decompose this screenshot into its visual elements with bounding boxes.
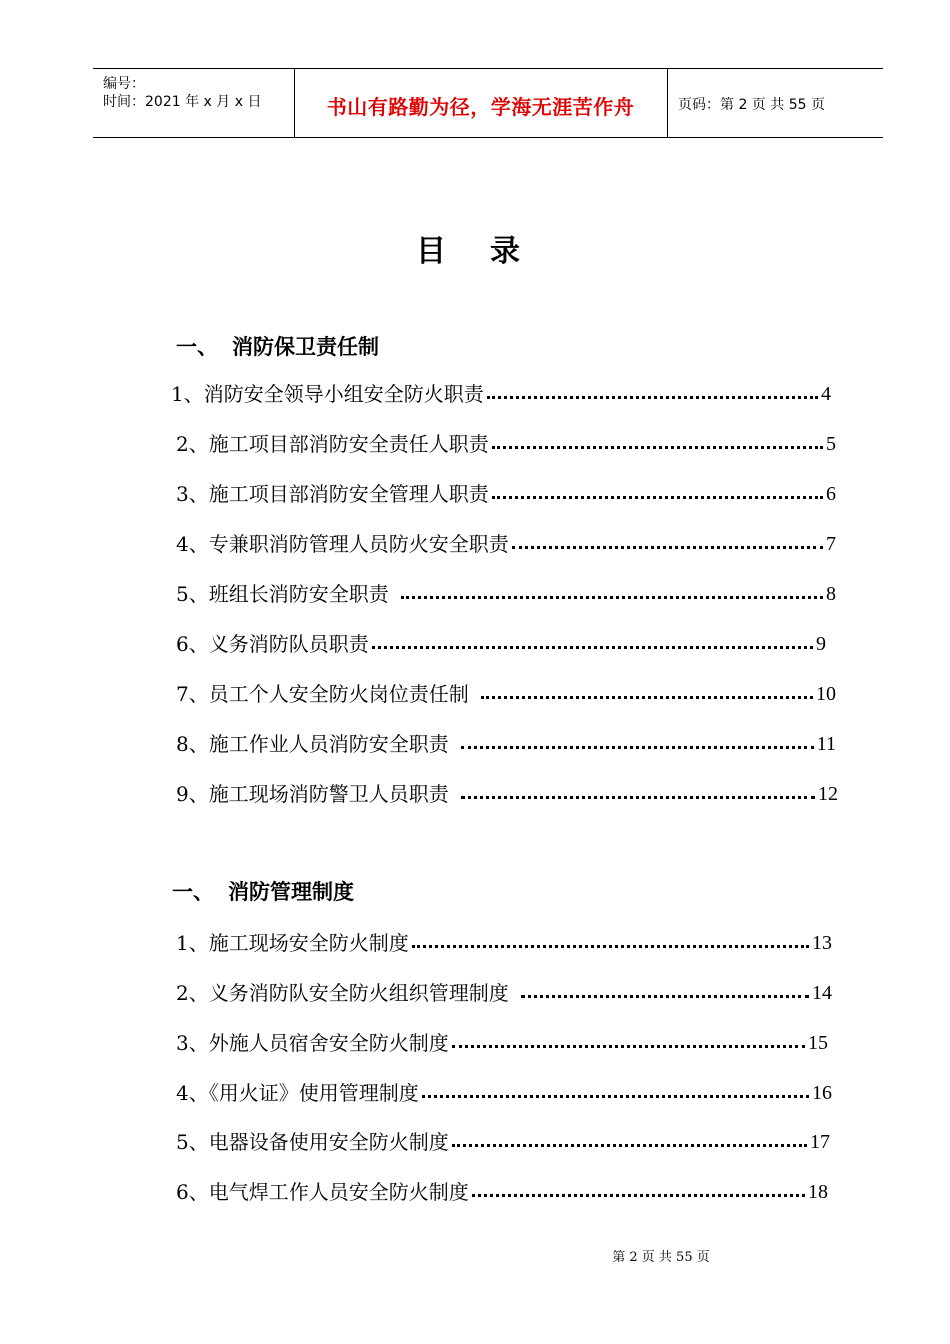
toc-entry-page: 10 (816, 683, 836, 705)
toc-entry-page: 4 (821, 383, 831, 405)
toc-entry[interactable] (176, 676, 836, 706)
toc-entry-text: 1、消防安全领导小组安全防火职责 (171, 382, 484, 406)
toc-entry-text: 3、施工项目部消防安全管理人职责 (176, 482, 489, 506)
toc-leader-dots (452, 1044, 805, 1048)
toc-entry[interactable] (176, 1124, 830, 1154)
toc-entry-page: 12 (818, 783, 838, 805)
toc-leader-dots (481, 695, 813, 699)
toc-entry[interactable] (176, 776, 838, 806)
toc-entry-text: 8、施工作业人员消防安全职责 (176, 732, 449, 756)
toc-leader-dots (401, 595, 823, 599)
toc-entry[interactable] (176, 526, 836, 556)
toc-entry-text: 6、义务消防队员职责 (176, 632, 369, 656)
toc-entry-text: 1、施工现场安全防火制度 (176, 931, 409, 955)
toc-entry[interactable] (176, 726, 836, 756)
toc-entry-page: 13 (812, 932, 832, 954)
toc-entry-text: 4、专兼职消防管理人员防火安全职责 (176, 532, 509, 556)
section-heading (172, 876, 354, 906)
page-title: 目录 (416, 234, 564, 269)
toc-entry[interactable] (176, 476, 836, 506)
section-number: 一、 (172, 880, 214, 904)
toc-entry-page: 16 (812, 1082, 832, 1104)
toc-entry[interactable] (176, 626, 826, 656)
toc-entry-text: 3、外施人员宿舍安全防火制度 (176, 1031, 449, 1055)
toc-entry[interactable] (176, 975, 832, 1005)
header-motto: 书山有路勤为径，学海无涯苦作舟 (326, 95, 635, 119)
toc-leader-dots (472, 1193, 805, 1197)
toc-entry-text: 2、施工项目部消防安全责任人职责 (176, 432, 489, 456)
document-number-label: 编号： (103, 76, 145, 92)
toc-leader-dots (422, 1094, 809, 1098)
toc-entry[interactable] (176, 1025, 828, 1055)
toc-leader-dots (512, 545, 823, 549)
header-right-cell (668, 69, 883, 137)
toc-entry[interactable] (176, 925, 832, 955)
toc-leader-dots (452, 1143, 807, 1147)
toc-entry-text: 7、员工个人安全防火岗位责任制 (176, 682, 469, 706)
header-middle-cell (294, 69, 668, 137)
toc-leader-dots (461, 795, 815, 799)
toc-entry[interactable] (171, 376, 831, 406)
toc-leader-dots (492, 445, 823, 449)
toc-entry-page: 6 (826, 483, 836, 505)
toc-entry-text: 2、义务消防队安全防火组织管理制度 (176, 981, 509, 1005)
document-time-label: 时间：2021 年 x 月 x 日 (103, 94, 262, 110)
section-title: 消防管理制度 (228, 880, 354, 904)
toc-entry[interactable] (176, 1174, 828, 1204)
toc-entry-page: 7 (826, 533, 836, 555)
toc-entry[interactable] (176, 576, 836, 606)
toc-entry-page: 8 (826, 583, 836, 605)
header-left-cell (93, 69, 295, 137)
toc-entry-page: 5 (826, 433, 836, 455)
toc-leader-dots (487, 395, 818, 399)
toc-entry-text: 9、施工现场消防警卫人员职责 (176, 782, 449, 806)
section-number: 一、 (176, 335, 218, 359)
page-header (93, 68, 883, 138)
toc-entry-page: 15 (808, 1032, 828, 1054)
toc-leader-dots (412, 944, 809, 948)
section-title: 消防保卫责任制 (232, 335, 379, 359)
toc-entry-text: 5、班组长消防安全职责 (176, 582, 389, 606)
toc-entry-text: 5、电器设备使用安全防火制度 (176, 1130, 449, 1154)
toc-entry-text: 6、电气焊工作人员安全防火制度 (176, 1180, 469, 1204)
toc-leader-dots (492, 495, 823, 499)
toc-entry-page: 9 (816, 633, 826, 655)
toc-entry-text: 4、《用火证》使用管理制度 (176, 1081, 419, 1105)
page-footer: 第 2 页 共 55 页 (612, 1250, 710, 1265)
toc-leader-dots (372, 645, 813, 649)
toc-leader-dots (521, 994, 809, 998)
toc-leader-dots (461, 745, 814, 749)
section-heading (176, 331, 379, 361)
toc-entry-page: 14 (812, 982, 832, 1004)
toc-entry[interactable] (176, 1075, 832, 1105)
toc-entry-page: 11 (816, 733, 836, 755)
toc-entry[interactable] (176, 426, 836, 456)
toc-entry-page: 17 (810, 1131, 830, 1153)
header-page-info: 页码：第 2 页 共 55 页 (678, 97, 825, 113)
toc-entry-page: 18 (808, 1181, 828, 1203)
